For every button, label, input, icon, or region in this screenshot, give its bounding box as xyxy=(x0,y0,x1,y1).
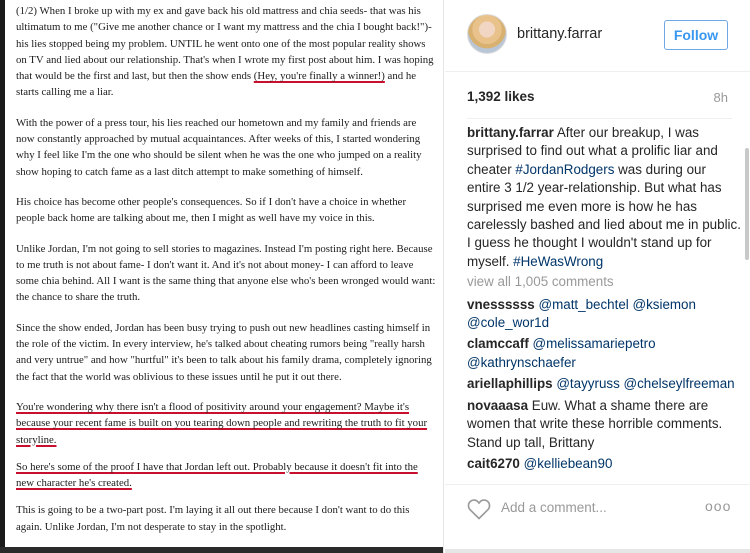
comment-text[interactable]: @kelliebean90 xyxy=(523,455,613,471)
bottom-bar xyxy=(445,549,750,553)
view-all-comments-link[interactable]: view all 1,005 comments xyxy=(467,274,614,290)
username-link[interactable]: brittany.farrar xyxy=(517,26,603,42)
comment-text: Euw. What a shame there are women that write these horrible comments. Stand up tall, Brittany xyxy=(467,397,723,450)
letter-text xyxy=(16,3,436,549)
comment xyxy=(467,455,742,473)
avatar[interactable] xyxy=(467,14,507,54)
comment-text[interactable]: @melissamariepetro @kathrynschaefer xyxy=(467,336,656,370)
underlined-text: (Hey, you're finally a winner!) xyxy=(253,70,385,83)
hashtag-link[interactable]: #JordanRodgers xyxy=(515,161,615,177)
letter-paragraph-1: (1/2) When I broke up with my ex and gave back his old mattress and chia seeds- that was his ultimatum to me ("Give me another chance or I want my mattress and the chia I bought back!")- his lies stopped being my problem. UNTIL he went onto one of the most popular reality shows on TV and lied about our relationship. That's when I wrote my first post about him. I was hoping that would be the first and last, but then the show ends (Hey, you're finally a winner!) and he starts calling me a liar. xyxy=(16,5,434,99)
post-sidebar xyxy=(445,0,750,553)
comment xyxy=(467,296,742,333)
comment-text[interactable]: @matt_bechtel @ksiemon @cole_wor1d xyxy=(467,296,696,331)
letter-paragraph-4: Unlike Jordan, I'm not going to sell stories to magazines. Instead I'm posting right here. Because to me truth is not about fame- I don't want it. And it's not about money- I can afford to leave some chia behind. All I want is the same thing that anyone else who's been wronged would want: the chance to share the truth. xyxy=(16,242,436,304)
hashtag-link[interactable]: #HeWasWrong xyxy=(513,253,604,269)
likes-count[interactable]: 1,392 likes xyxy=(467,89,535,104)
more-options-icon[interactable]: ooo xyxy=(705,498,732,514)
comment-username[interactable]: novaaasa xyxy=(467,397,529,413)
heart-icon[interactable] xyxy=(467,498,491,520)
caption-username[interactable]: brittany.farrar xyxy=(467,125,554,140)
letter-paragraph-3: His choice has become other people's consequences. So if I don't have a choice in whether people back home are talking about me, then I might as well have my voice in this. xyxy=(16,195,407,225)
letter-paragraph-7: So here's some of the proof I have that Jordan left out. Probably because it doesn't fit into the new character he's created. xyxy=(16,460,418,490)
comments-section xyxy=(467,124,742,484)
divider xyxy=(467,118,732,119)
comment-text[interactable]: @tayyruss @chelseylfreeman xyxy=(556,376,735,392)
post-time: 8h xyxy=(713,90,728,105)
comment xyxy=(467,375,742,393)
letter-paragraph-6: You're wondering why there isn't a flood of positivity around your engagement? Maybe it's because your recent fame is built on you tearing down people and rewriting the truth to fit your storyline. xyxy=(16,400,428,446)
letter-paragraph-2: With the power of a press tour, his lies reached our hometown and my family and friends are now constantly approached by mutual acquaintances. After weeks of this, I started wondering why I feel like I'm the one who should be silent when he was the one who jumped on a reality show hoping to catch fame as a last ditch attempt to make something of himself. xyxy=(16,116,422,178)
comment-username[interactable]: cait6270 xyxy=(467,455,520,471)
comments-scrollbar[interactable] xyxy=(745,148,749,260)
comment-username[interactable]: ariellaphillips xyxy=(467,376,553,392)
comment xyxy=(467,335,742,372)
follow-button[interactable]: Follow xyxy=(664,20,728,50)
post-header xyxy=(445,0,750,72)
letter-paragraph-8: This is going to be a two-part post. I'm laying it all out there because I don't want to do this again. Unlike Jordan, I'm not desperate to stay in the spotlight. xyxy=(16,504,410,533)
comment xyxy=(467,397,742,452)
add-comment-input[interactable]: Add a comment... xyxy=(501,500,607,515)
comment-bar xyxy=(445,485,750,535)
letter-paragraph-5: Since the show ended, Jordan has been busy trying to push out new headlines casting himself in the role of the victim. In every interview, he's talked about cheating rumors being "really harsh and very untrue" and how "hurtful" it's been to talk about his family drama, completely ignoring the fact that the world was oblivious to these issues until he put it out there. xyxy=(16,321,432,383)
comment-username[interactable]: vnessssss xyxy=(467,296,535,312)
comment-username[interactable]: clamccaff xyxy=(467,336,529,352)
caption: brittany.farrar After our breakup, I was surprised to find out what a prolific liar and cheater #JordanRodgers was during our entire 3 1/2 year-relationship. But what has surprised me even more is how he has carelessly bashed and lied about me in public. I guess he thought I wouldn't stand up for myself. #HeWasWrong xyxy=(467,125,741,269)
